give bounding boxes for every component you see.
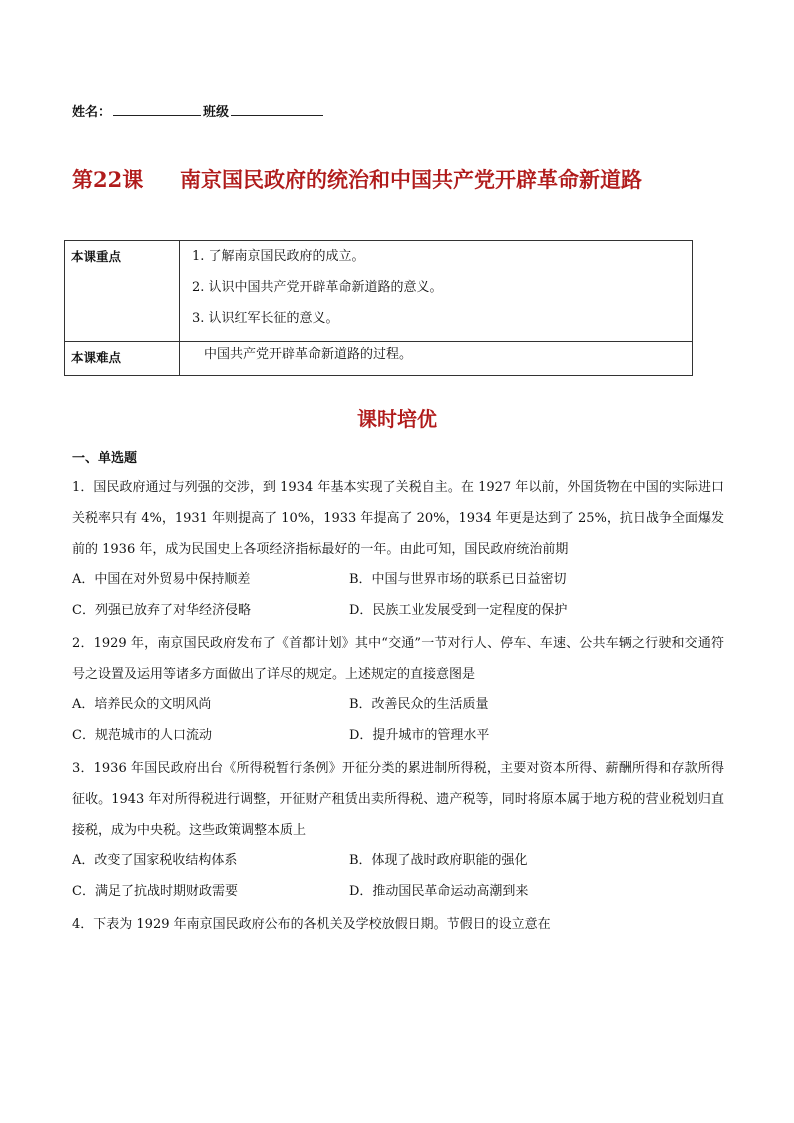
q2-option-a[interactable]: A．培养民众的文明风尚 <box>72 697 212 712</box>
focus-item: 2. 认识中国共产党开辟革命新道路的意义。 <box>192 280 443 295</box>
name-blank[interactable] <box>113 103 201 116</box>
question-2-text: 2．1929 年，南京国民政府发布了《首都计划》其中“交通”一节对行人、停车、车速、公共车辆之行驶和交通符号之设置及运用等诸多方面做出了详尽的规定。上述规定的直接意图是 <box>72 636 724 682</box>
class-blank[interactable] <box>231 103 323 116</box>
q2-option-c[interactable]: C．规范城市的人口流动 <box>72 728 212 743</box>
difficulty-text: 中国共产党开辟革命新道路的过程。 <box>204 347 413 362</box>
q1-option-a[interactable]: A．中国在对外贸易中保持顺差 <box>72 572 251 587</box>
q3-option-d[interactable]: D．推动国民革命运动高潮到来 <box>349 884 529 899</box>
section-title: 课时培优 <box>357 407 437 431</box>
difficulty-row <box>65 342 693 376</box>
name-class-line <box>72 101 323 120</box>
q3-option-b[interactable]: B．体现了战时政府职能的强化 <box>349 853 528 868</box>
focus-row <box>65 241 693 342</box>
name-label: 姓名： <box>72 105 112 120</box>
q2-option-d[interactable]: D．提升城市的管理水平 <box>349 728 490 743</box>
q2-option-b[interactable]: B．改善民众的生活质量 <box>349 697 489 712</box>
focus-item: 3. 认识红军长征的意义。 <box>192 311 339 326</box>
question-1-text: 1．国民政府通过与列强的交涉，到 1934 年基本实现了关税自主。在 1927 年以前，外国货物在中国的实际进口关税率只有 4%，1931 年则提高了 10%，1933 年提高了 20%，1934 年更是达到了 25%，抗日战争全面爆发前的 1936 年，成为民国史上各项经济指标最好的一年。由此可知，国民政府统治前期 <box>72 480 724 557</box>
focus-label: 本课重点 <box>65 241 180 342</box>
question-type-heading: 一、单选题 <box>72 451 138 466</box>
lesson-name: 南京国民政府的统治和中国共产党开辟革命新道路 <box>180 167 642 192</box>
q1-option-b[interactable]: B．中国与世界市场的联系已日益密切 <box>349 572 567 587</box>
class-label: 班级 <box>203 105 230 120</box>
focus-item: 1. 了解南京国民政府的成立。 <box>192 249 365 264</box>
focus-cell <box>180 241 693 342</box>
difficulty-cell <box>180 342 693 376</box>
key-points-table <box>64 240 693 376</box>
q3-option-c[interactable]: C．满足了抗战时期财政需要 <box>72 884 238 899</box>
difficulty-label: 本课难点 <box>65 342 180 376</box>
lesson-number: 第22课 <box>72 167 144 192</box>
q1-option-c[interactable]: C．列强已放弃了对华经济侵略 <box>72 603 251 618</box>
q1-option-d[interactable]: D．民族工业发展受到一定程度的保护 <box>349 603 568 618</box>
q3-option-a[interactable]: A．改变了国家税收结构体系 <box>72 853 238 868</box>
question-4-text: 4．下表为 1929 年南京国民政府公布的各机关及学校放假日期。节假日的设立意在 <box>72 917 551 932</box>
lesson-title <box>72 164 732 194</box>
question-3-text: 3．1936 年国民政府出台《所得税暂行条例》开征分类的累进制所得税，主要对资本所得、薪酬所得和存款所得征收。1943 年对所得税进行调整，开征财产租赁出卖所得税、遗产税等，同时将原本属于地方税的营业税划归直接税，成为中央税。这些政策调整本质上 <box>72 761 724 838</box>
